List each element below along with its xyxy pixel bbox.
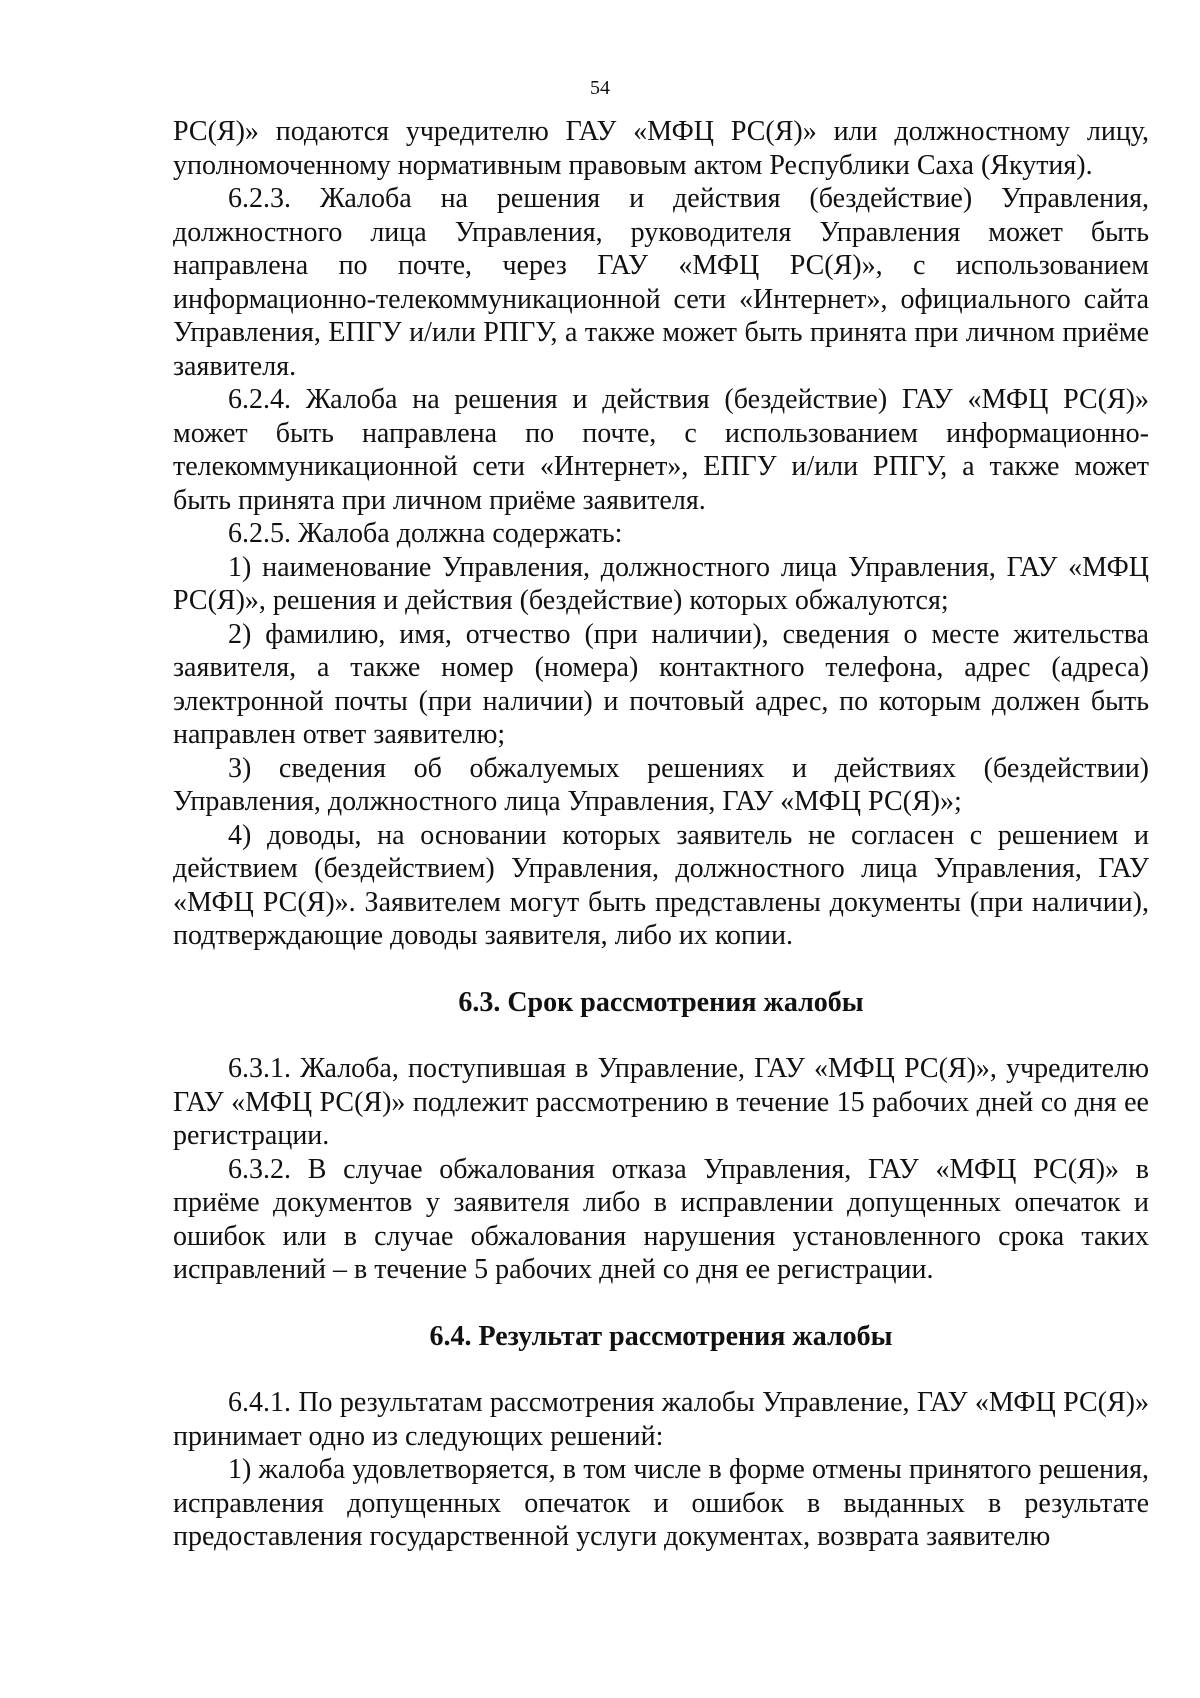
list-item-1: 1) наименование Управления, должностного лица Управления, ГАУ «МФЦ РС(Я)», решения и действия (бездействие) которых обжалуются;	[173, 551, 1149, 616]
paragraph-6-2-5: 6.2.5. Жалоба должна содержать:	[228, 518, 623, 549]
list-item-4: 4) доводы, на основании которых заявитель не согласен с решением и действием (бездействием) Управления, должностного лица Управления, ГАУ «МФЦ РС(Я)». Заявителем могут быть представлены документы (при наличии), подтверждающие доводы заявителя, либо их копии.	[173, 819, 1149, 951]
list-item-2: 2) фамилию, имя, отчество (при наличии), сведения о месте жительства заявителя, а также номер (номера) контактного телефона, адрес (адреса) электронной почты (при наличии) и почтовый адрес, по которым должен быть направлен ответ заявителю;	[173, 618, 1149, 750]
paragraph-6-2-4: 6.2.4. Жалоба на решения и действия (бездействие) ГАУ «МФЦ РС(Я)» может быть направлена по почте, с использованием информационно-телекоммуникационной сети «Интернет», ЕПГУ и/или РПГУ, а также может быть принята при личном приёме заявителя.	[173, 384, 1149, 516]
section-heading-6-4: 6.4. Результат рассмотрения жалобы	[429, 1320, 893, 1352]
paragraph-6-3-2: 6.3.2. В случае обжалования отказа Управления, ГАУ «МФЦ РС(Я)» в приёме документов у заявителя либо в исправлении допущенных опечаток и ошибок или в случае обжалования нарушения установленного срока таких исправлений – в течение 5 рабочих дней со дня ее регистрации.	[173, 1153, 1149, 1285]
paragraph-6-2-3: 6.2.3. Жалоба на решения и действия (бездействие) Управления, должностного лица Управления, руководителя Управления может быть направлена по почте, через ГАУ «МФЦ РС(Я)», с использованием информационно-телекоммуникационной сети «Интернет», официального сайта Управления, ЕПГУ и/или РПГУ, а также может быть принята при личном приёме заявителя.	[173, 183, 1149, 382]
list-item-3: 3) сведения об обжалуемых решениях и действиях (бездействии) Управления, должностного лица Управления, ГАУ «МФЦ РС(Я)»;	[173, 752, 1149, 817]
paragraph-continuation: РС(Я)» подаются учредителю ГАУ «МФЦ РС(Я)» или должностному лицу, уполномоченному нормативным правовым актом Республики Саха (Якутия).	[173, 116, 1149, 181]
page-number: 54	[590, 77, 610, 99]
section-heading-6-3: 6.3. Срок рассмотрения жалобы	[458, 986, 864, 1018]
document-body	[173, 115, 1149, 1554]
paragraph-6-3-1: 6.3.1. Жалоба, поступившая в Управление, ГАУ «МФЦ РС(Я)», учредителю ГАУ «МФЦ РС(Я)» подлежит рассмотрению в течение 15 рабочих дней со дня ее регистрации.	[173, 1053, 1149, 1151]
paragraph-6-4-1: 6.4.1. По результатам рассмотрения жалобы Управление, ГАУ «МФЦ РС(Я)» принимает одно из следующих решений:	[173, 1387, 1149, 1452]
list-item-result-1: 1) жалоба удовлетворяется, в том числе в форме отмены принятого решения, исправления допущенных опечаток и ошибок в выданных в результате предоставления государственной услуги документах, возврата заявителю	[173, 1454, 1149, 1552]
